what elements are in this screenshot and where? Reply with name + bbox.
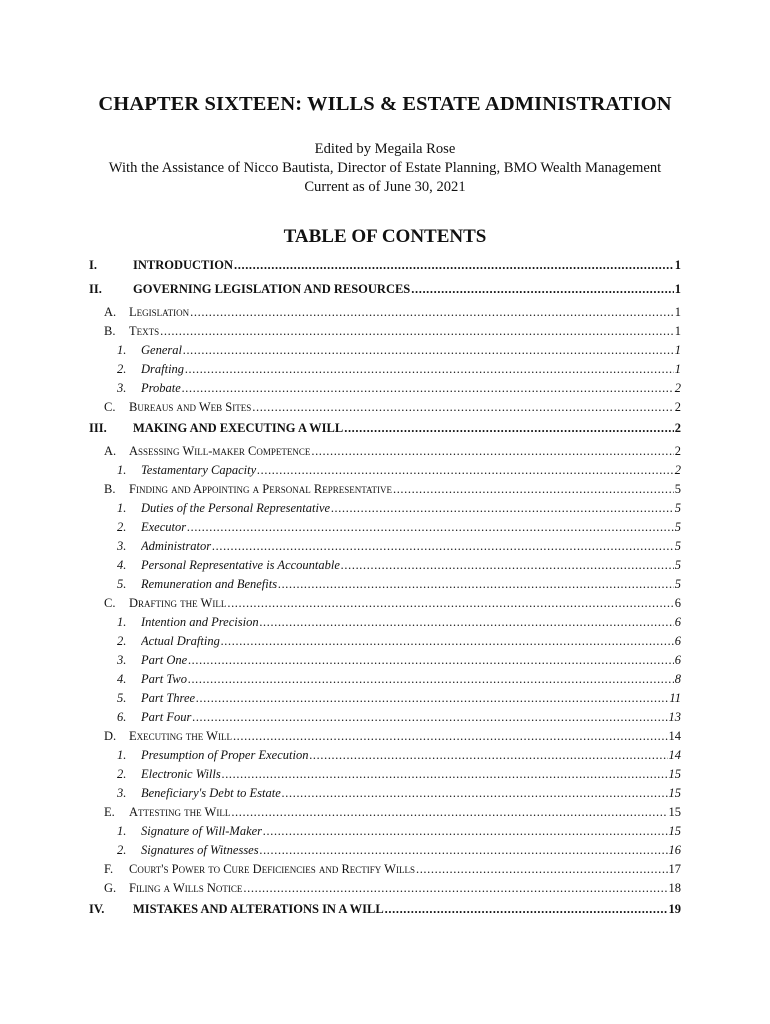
current-as-of-line: Current as of June 30, 2021 (304, 179, 466, 195)
toc-entry-page: 15 (668, 805, 681, 819)
toc-entry[interactable] (0, 634, 770, 653)
toc-entry-page: 1 (674, 305, 681, 319)
toc-entry-page: 5 (674, 577, 681, 591)
toc-entry-page: 6 (674, 634, 681, 648)
toc-entry-number: F. (104, 862, 114, 876)
dot-leader (160, 324, 674, 339)
toc-entry-page: 1 (674, 282, 681, 296)
toc-entry-title: General (141, 343, 182, 357)
toc-entry[interactable] (0, 258, 770, 277)
toc-entry-number: 1. (117, 343, 127, 357)
toc-entry-title: Bureaus and Web Sites (129, 400, 252, 414)
toc-entry-page: 14 (668, 748, 681, 762)
toc-entry-page: 15 (668, 786, 681, 800)
toc-entry-title: Duties of the Personal Representative (141, 501, 331, 515)
toc-entry-number: 1. (117, 463, 127, 477)
dot-leader (385, 902, 668, 917)
toc-entry[interactable] (0, 767, 770, 786)
toc-entry-number: 2. (117, 520, 127, 534)
toc-entry-title: Testamentary Capacity (141, 463, 257, 477)
toc-entry-number: 5. (117, 691, 127, 705)
dot-leader (331, 501, 674, 516)
toc-entry-page: 18 (668, 881, 681, 895)
toc-entry-number: 1. (117, 501, 127, 515)
toc-entry[interactable] (0, 305, 770, 324)
dot-leader (344, 421, 674, 436)
toc-entry-page: 5 (674, 520, 681, 534)
toc-entry[interactable] (0, 729, 770, 748)
toc-entry-page: 1 (674, 258, 681, 272)
toc-entry-title: Personal Representative is Accountable (141, 558, 340, 572)
toc-entry-title: MAKING AND EXECUTING A WILL (133, 421, 344, 435)
dot-leader (278, 577, 674, 592)
dot-leader (192, 710, 667, 725)
toc-entry-title: Signatures of Witnesses (141, 843, 259, 857)
toc-entry-number: 3. (117, 539, 127, 553)
toc-entry-page: 15 (668, 824, 681, 838)
dot-leader (196, 691, 668, 706)
toc-entry-page: 16 (668, 843, 681, 857)
chapter-title: CHAPTER SIXTEEN: WILLS & ESTATE ADMINISTRATION (98, 93, 672, 115)
toc-entry[interactable] (0, 539, 770, 558)
toc-entry-page: 2 (674, 421, 681, 435)
toc-entry-title: Finding and Appointing a Personal Representative (129, 482, 392, 496)
toc-entry[interactable] (0, 421, 770, 440)
toc-entry[interactable] (0, 824, 770, 843)
toc-entry-page: 1 (674, 324, 681, 338)
toc-entry-page: 13 (668, 710, 681, 724)
toc-entry-number: A. (104, 305, 117, 319)
dot-leader (233, 729, 668, 744)
dot-leader (257, 463, 674, 478)
toc-entry-number: 1. (117, 824, 127, 838)
dot-leader (260, 843, 668, 858)
edited-by-line: Edited by Megaila Rose (314, 141, 456, 157)
toc-entry-title: Filing a Wills Notice (129, 881, 243, 895)
toc-entry-number: 1. (117, 748, 127, 762)
toc-entry-page: 5 (674, 501, 681, 515)
dot-leader (416, 862, 668, 877)
toc-entry-page: 19 (668, 902, 681, 916)
toc-entry-page: 8 (674, 672, 681, 686)
toc-entry-page: 2 (674, 444, 681, 458)
toc-entry[interactable] (0, 324, 770, 343)
dot-leader (182, 381, 674, 396)
toc-entry-number: III. (89, 421, 107, 435)
dot-leader (260, 615, 674, 630)
toc-entry-title: Drafting the Will (129, 596, 227, 610)
toc-entry-page: 15 (668, 767, 681, 781)
dot-leader (183, 343, 674, 358)
toc-entry-number: 2. (117, 362, 127, 376)
toc-entry-number: A. (104, 444, 117, 458)
toc-entry-title: GOVERNING LEGISLATION AND RESOURCES (133, 282, 411, 296)
toc-entry[interactable] (0, 362, 770, 381)
dot-leader (188, 672, 674, 687)
toc-entry-page: 17 (668, 862, 681, 876)
toc-heading: TABLE OF CONTENTS (283, 226, 487, 247)
toc-entry-page: 2 (674, 463, 681, 477)
toc-entry[interactable] (0, 710, 770, 729)
dot-leader (341, 558, 674, 573)
toc-entry-title: Probate (141, 381, 181, 395)
toc-entry-title: Part Four (141, 710, 192, 724)
toc-entry[interactable] (0, 520, 770, 539)
toc-entry[interactable] (0, 444, 770, 463)
dot-leader (393, 482, 674, 497)
dot-leader (222, 767, 668, 782)
toc-entry-title: Administrator (141, 539, 212, 553)
toc-entry[interactable] (0, 902, 770, 921)
dot-leader (188, 653, 674, 668)
toc-entry-page: 5 (674, 482, 681, 496)
toc-entry[interactable] (0, 343, 770, 362)
toc-entry-page: 6 (674, 596, 681, 610)
toc-entry-number: G. (104, 881, 117, 895)
toc-entry-title: Signature of Will-Maker (141, 824, 263, 838)
toc-entry[interactable] (0, 558, 770, 577)
toc-entry[interactable] (0, 577, 770, 596)
toc-entry-title: Remuneration and Benefits (141, 577, 278, 591)
toc-entry-title: Drafting (141, 362, 185, 376)
toc-entry-title: Attesting the Will (129, 805, 231, 819)
toc-entry-number: 5. (117, 577, 127, 591)
toc-entry-number: 4. (117, 558, 127, 572)
toc-entry-number: 3. (117, 653, 127, 667)
toc-entry-number: E. (104, 805, 115, 819)
toc-entry[interactable] (0, 463, 770, 482)
dot-leader (309, 748, 667, 763)
toc-entry[interactable] (0, 672, 770, 691)
toc-entry[interactable] (0, 400, 770, 419)
toc-entry-page: 1 (674, 362, 681, 376)
toc-entry-title: Actual Drafting (141, 634, 220, 648)
toc-entry-number: II. (89, 282, 102, 296)
toc-entry-number: D. (104, 729, 117, 743)
toc-entry-title: Court's Power to Cure Deficiencies and Rectify Wills (129, 862, 415, 876)
toc-entry-number: C. (104, 400, 116, 414)
dot-leader (221, 634, 674, 649)
toc-entry[interactable] (0, 615, 770, 634)
toc-entry[interactable] (0, 501, 770, 520)
toc-entry-number: IV. (89, 902, 105, 916)
toc-entry-number: 2. (117, 634, 127, 648)
dot-leader (185, 362, 674, 377)
toc-entry[interactable] (0, 482, 770, 501)
toc-entry-number: 3. (117, 381, 127, 395)
toc-entry-title: Part One (141, 653, 188, 667)
dot-leader (411, 282, 673, 297)
dot-leader (212, 539, 674, 554)
toc-entry-title: Electronic Wills (141, 767, 221, 781)
dot-leader (311, 444, 673, 459)
toc-entry[interactable] (0, 862, 770, 881)
dot-leader (187, 520, 674, 535)
toc-entry[interactable] (0, 381, 770, 400)
toc-entry[interactable] (0, 843, 770, 862)
toc-entry-title: Presumption of Proper Execution (141, 748, 309, 762)
toc-entry-page: 1 (674, 343, 681, 357)
toc-entry-page: 6 (674, 615, 681, 629)
toc-entry[interactable] (0, 653, 770, 672)
toc-entry-title: Legislation (129, 305, 190, 319)
toc-entry-title: INTRODUCTION (133, 258, 234, 272)
dot-leader (227, 596, 673, 611)
assistance-line: With the Assistance of Nicco Bautista, Director of Estate Planning, BMO Wealth Management (108, 160, 662, 176)
toc-entry-number: 2. (117, 767, 127, 781)
toc-entry[interactable] (0, 691, 770, 710)
toc-entry-page: 2 (674, 381, 681, 395)
toc-entry-title: Part Two (141, 672, 187, 686)
dot-leader (243, 881, 667, 896)
toc-entry-page: 11 (669, 691, 681, 705)
toc-entry[interactable] (0, 881, 770, 900)
toc-entry-page: 2 (674, 400, 681, 414)
toc-entry-title: MISTAKES AND ALTERATIONS IN A WILL (133, 902, 384, 916)
toc-entry-title: Executor (141, 520, 187, 534)
toc-entry-number: I. (89, 258, 97, 272)
toc-entry-page: 5 (674, 539, 681, 553)
dot-leader (282, 786, 668, 801)
toc-entry[interactable] (0, 282, 770, 301)
toc-entry[interactable] (0, 786, 770, 805)
toc-entry-title: Texts (129, 324, 160, 338)
toc-entry-title: Beneficiary's Debt to Estate (141, 786, 281, 800)
toc-entry[interactable] (0, 596, 770, 615)
toc-entry-page: 14 (668, 729, 681, 743)
toc-entry-number: B. (104, 324, 116, 338)
toc-entry-title: Executing the Will (129, 729, 232, 743)
toc-entry-number: 2. (117, 843, 127, 857)
dot-leader (263, 824, 667, 839)
toc-entry-number: 6. (117, 710, 127, 724)
toc-entry-title: Assessing Will-maker Competence (129, 444, 311, 458)
toc-entry-number: 1. (117, 615, 127, 629)
dot-leader (190, 305, 674, 320)
toc-entry-title: Part Three (141, 691, 196, 705)
toc-entry-number: C. (104, 596, 116, 610)
toc-entry-page: 5 (674, 558, 681, 572)
toc-entry-title: Intention and Precision (141, 615, 259, 629)
toc-entry-number: 3. (117, 786, 127, 800)
toc-entry-number: 4. (117, 672, 127, 686)
dot-leader (234, 258, 674, 273)
toc-entry-number: B. (104, 482, 116, 496)
toc-entry-page: 6 (674, 653, 681, 667)
dot-leader (252, 400, 674, 415)
dot-leader (231, 805, 667, 820)
toc-entry[interactable] (0, 805, 770, 824)
toc-entry[interactable] (0, 748, 770, 767)
